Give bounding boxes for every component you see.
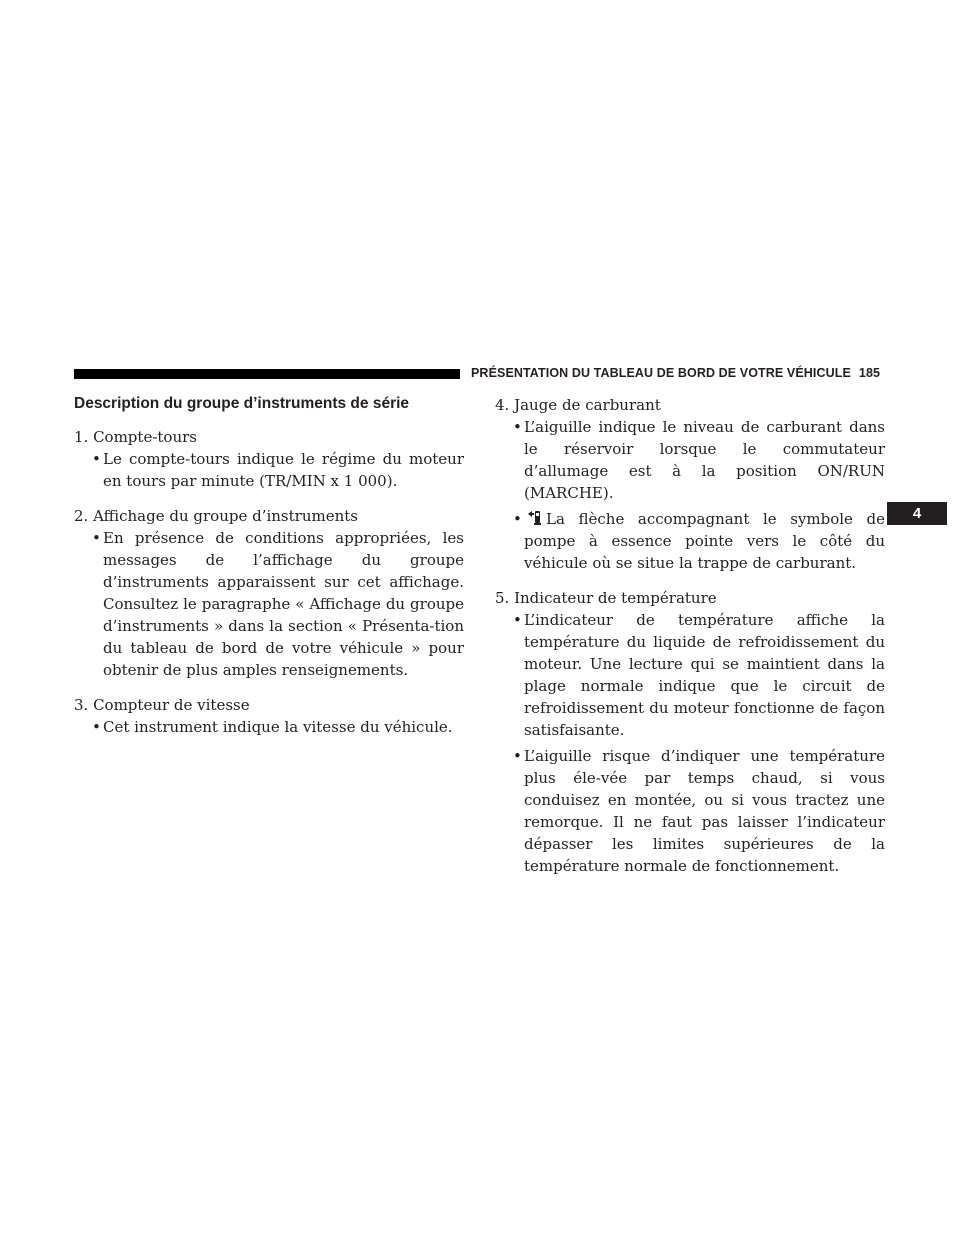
header-rule: [74, 369, 460, 379]
header-title: PRÉSENTATION DU TABLEAU DE BORD DE VOTRE VÉHICULE: [471, 366, 851, 380]
bullet-item: [74, 448, 464, 492]
section-title: Description du groupe d’instruments de série: [74, 395, 410, 412]
bullet-dot: •: [513, 510, 522, 528]
bullet-dot: •: [92, 718, 101, 736]
bullet-text: L’aiguille indique le niveau de carburant dans le réservoir lorsque le commutateur d’allumage est à la position ON/RUN (MARCHE).: [524, 418, 885, 502]
bullet-item: [495, 745, 885, 877]
bullet-text: L’aiguille risque d’indiquer une température plus éle-vée par temps chaud, si vous conduisez en montée, ou si vous tractez une remorque. Il ne faut pas laisser l’indicateur dépasser les limites supérieures de la température normale de fonctionnement.: [524, 747, 885, 875]
bullet-text: L’indicateur de température affiche la température du liquide de refroidissement du moteur. Une lecture qui se maintient dans la plage normale indique que le circuit de refroidissement du moteur fonctionne de façon satisfaisante.: [524, 611, 885, 739]
list-item: [74, 426, 464, 492]
bullet-dot: •: [92, 450, 101, 468]
bullet-item: [495, 609, 885, 741]
item-title: 4. Jauge de carburant: [495, 396, 661, 414]
list-item: [74, 505, 464, 681]
bullet-item: [495, 508, 885, 574]
item-title: 3. Compteur de vitesse: [74, 696, 250, 714]
right-column: [495, 394, 885, 890]
bullet-text: La flèche accompagnant le symbole de pompe à essence pointe vers le côté du véhicule où se situe la trappe de carburant.: [524, 510, 885, 572]
bullet-text: Le compte-tours indique le régime du moteur en tours par minute (TR/MIN x 1 000).: [103, 450, 464, 490]
bullet-dot: •: [513, 747, 522, 765]
running-header: [471, 366, 880, 380]
bullet-text: En présence de conditions appropriées, les messages de l’affichage du groupe d’instruments apparaissent sur cet affichage. Consultez le paragraphe « Affichage du groupe d’instruments » dans la section « Présenta-tion du tableau de bord de votre véhicule » pour obtenir de plus amples renseignements.: [103, 529, 464, 679]
item-title: 2. Affichage du groupe d’instruments: [74, 507, 358, 525]
bullet-dot: •: [92, 529, 101, 547]
list-item: [74, 694, 464, 738]
bullet-text: Cet instrument indique la vitesse du véhicule.: [103, 718, 453, 736]
left-column: [74, 395, 464, 751]
bullet-dot: •: [513, 611, 522, 629]
item-title: 5. Indicateur de température: [495, 589, 717, 607]
bullet-item: [74, 716, 464, 738]
item-title: 1. Compte-tours: [74, 428, 197, 446]
list-item: [495, 394, 885, 574]
bullet-dot: •: [513, 418, 522, 436]
bullet-item: [74, 527, 464, 681]
list-item: [495, 587, 885, 877]
bullet-item: [495, 416, 885, 504]
chapter-tab: 4: [887, 502, 947, 525]
fuel-pump-arrow-icon: [528, 510, 542, 526]
page-number: 185: [858, 366, 881, 380]
